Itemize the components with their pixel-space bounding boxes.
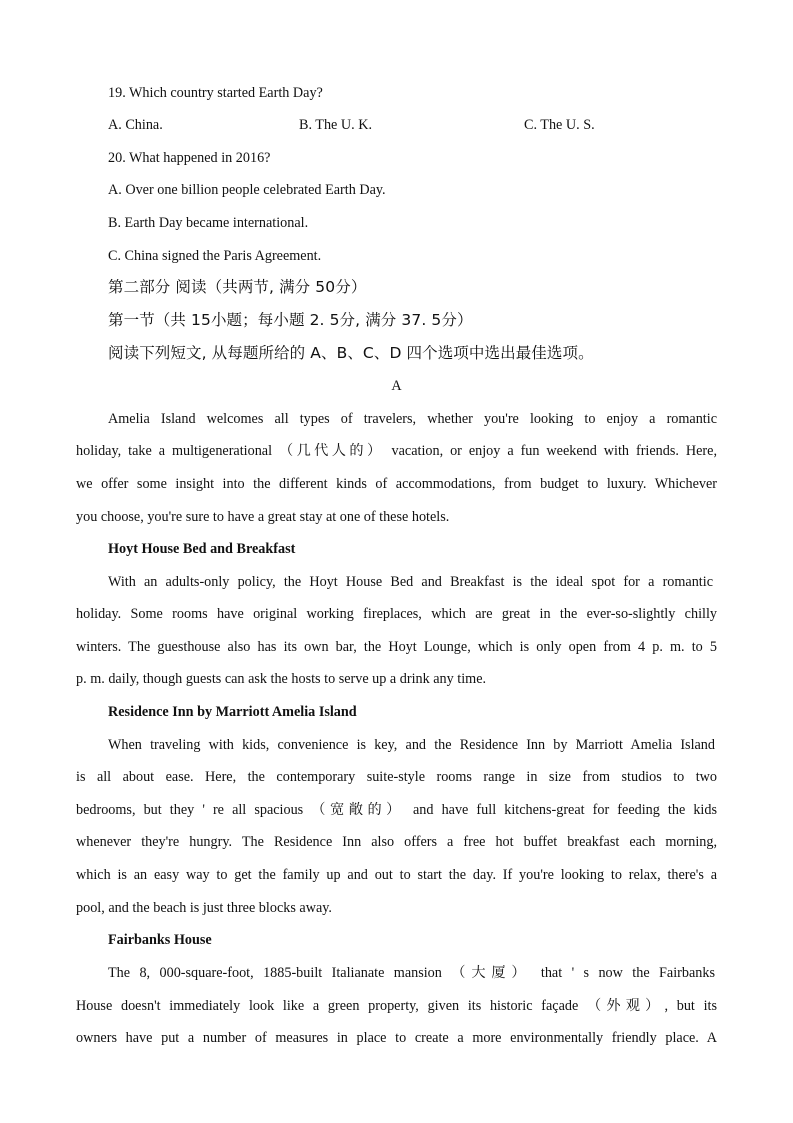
fairbanks-line-3: owners have put a number of measures in place to create a more environmentally friendly place. A bbox=[76, 1030, 717, 1046]
question-19-stem: 19. Which country started Earth Day? bbox=[108, 85, 323, 101]
section-heading-fairbanks-house: Fairbanks House bbox=[108, 932, 212, 948]
fairbanks-line-2: House doesn't immediately look like a green property, given its historic façade （外观）, but its bbox=[76, 998, 717, 1014]
residence-line-4: whenever they're hungry. The Residence Inn also offers a free hot buffet breakfast each morning, bbox=[76, 834, 717, 850]
part-2-title: 第二部分 阅读（共两节, 满分 50分） bbox=[108, 278, 367, 296]
question-20-option-b: B. Earth Day became international. bbox=[108, 215, 309, 231]
fairbanks-line-1: The 8, 000-square-foot, 1885-built Italianate mansion （大厦） that ' s now the Fairbanks bbox=[108, 965, 715, 981]
residence-line-5: which is an easy way to get the family up and out to start the day. If you're looking to relax, there's a bbox=[76, 867, 717, 883]
intro-line-2: holiday, take a multigenerational （几代人的） vacation, or enjoy a fun weekend with friends. Here, bbox=[76, 443, 717, 459]
hoyt-line-4: p. m. daily, though guests can ask the hosts to serve up a drink any time. bbox=[76, 671, 487, 687]
passage-label: A bbox=[391, 378, 402, 394]
question-20-stem: 20. What happened in 2016? bbox=[108, 150, 271, 166]
intro-line-4: you choose, you're sure to have a great stay at one of these hotels. bbox=[76, 509, 450, 525]
intro-line-1: Amelia Island welcomes all types of travelers, whether you're looking to enjoy a romantic bbox=[108, 411, 717, 427]
section-1-title: 第一节（共 15小题；每小题 2. 5分, 满分 37. 5分） bbox=[108, 311, 473, 329]
reading-instruction: 阅读下列短文, 从每题所给的 A、B、C、D 四个选项中选出最佳选项。 bbox=[108, 344, 594, 362]
question-20-option-a: A. Over one billion people celebrated Earth Day. bbox=[108, 182, 386, 198]
residence-line-6: pool, and the beach is just three blocks away. bbox=[76, 900, 332, 916]
hoyt-line-3: winters. The guesthouse also has its own bar, the Hoyt Lounge, which is only open from 4 p. m. to 5 bbox=[76, 639, 717, 655]
hoyt-line-2: holiday. Some rooms have original working fireplaces, which are great in the ever-so-slightly chilly bbox=[76, 606, 717, 622]
question-19-option-c: C. The U. S. bbox=[524, 117, 595, 133]
residence-line-2: is all about ease. Here, the contemporary suite-style rooms range in size from studios to two bbox=[76, 769, 717, 785]
intro-line-3: we offer some insight into the different kinds of accommodations, from budget to luxury. Whichever bbox=[76, 476, 717, 492]
residence-line-1: When traveling with kids, convenience is key, and the Residence Inn by Marriott Amelia Island bbox=[108, 737, 715, 753]
section-heading-hoyt-house: Hoyt House Bed and Breakfast bbox=[108, 541, 296, 557]
question-20-option-c: C. China signed the Paris Agreement. bbox=[108, 248, 322, 264]
hoyt-line-1: With an adults-only policy, the Hoyt House Bed and Breakfast is the ideal spot for a romantic bbox=[108, 574, 713, 590]
question-19-option-a: A. China. bbox=[108, 117, 163, 133]
section-heading-residence-inn: Residence Inn by Marriott Amelia Island bbox=[108, 704, 357, 720]
residence-line-3: bedrooms, but they ' re all spacious （宽敞的） and have full kitchens-great for feeding the kids bbox=[76, 802, 717, 818]
question-19-option-b: B. The U. K. bbox=[299, 117, 373, 133]
